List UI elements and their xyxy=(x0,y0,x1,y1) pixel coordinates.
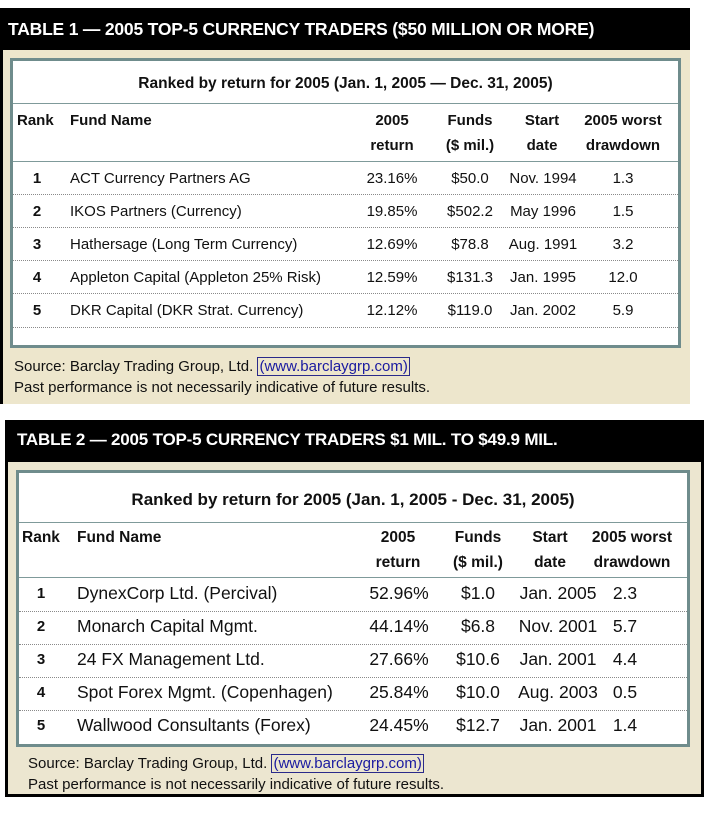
rank-header: Rank xyxy=(22,529,60,546)
funds-cell: $78.8 xyxy=(451,236,489,253)
drawdown-cell: 3.2 xyxy=(612,236,634,253)
return-cell: 12.69% xyxy=(366,236,418,253)
table-row xyxy=(19,711,687,743)
table-row xyxy=(13,197,678,227)
drawdown-cell: 2.3 xyxy=(612,583,638,603)
source-line xyxy=(28,753,444,774)
fund-name-cell: Hathersage (Long Term Currency) xyxy=(70,236,298,253)
row-divider xyxy=(13,293,678,294)
funds-cell: $1.0 xyxy=(460,583,496,603)
source-link[interactable]: (www.barclaygrp.com) xyxy=(273,755,422,772)
return-header xyxy=(363,108,421,158)
funds-cell: $119.0 xyxy=(447,302,493,319)
return-header-line1: 2005 xyxy=(375,112,409,129)
table-row xyxy=(19,612,687,644)
row-divider xyxy=(13,194,678,195)
fund-name-cell: Spot Forex Mgmt. (Copenhagen) xyxy=(77,682,333,702)
rank-cell: 5 xyxy=(36,717,46,734)
start-header-line2: date xyxy=(526,137,558,154)
rank-cell: 1 xyxy=(32,170,42,187)
return-header-line1: 2005 xyxy=(380,529,416,546)
return-cell: 44.14% xyxy=(369,616,429,636)
table-1-subtitle: Ranked by return for 2005 (Jan. 1, 2005 — Dec. 31, 2005) xyxy=(138,75,553,92)
row-divider xyxy=(13,327,678,328)
funds-header xyxy=(438,108,502,158)
funds-header-line1: Funds xyxy=(454,529,502,546)
drawdown-cell: 1.3 xyxy=(612,170,634,187)
table-row xyxy=(13,164,678,194)
table-row xyxy=(13,230,678,260)
start-date-cell: Nov. 2001 xyxy=(518,616,598,636)
funds-cell: $12.7 xyxy=(456,715,500,735)
table-1-frame xyxy=(0,50,690,404)
table-1-header-divider xyxy=(13,161,678,162)
return-cell: 19.85% xyxy=(366,203,418,220)
row-divider xyxy=(13,227,678,228)
fund-name-cell: Appleton Capital (Appleton 25% Risk) xyxy=(70,269,321,286)
funds-header-line2: ($ mil.) xyxy=(453,554,503,571)
drawdown-header-line2: drawdown xyxy=(593,554,671,571)
funds-cell: $502.2 xyxy=(447,203,493,220)
rank-cell: 3 xyxy=(36,651,46,668)
table-2-divider xyxy=(19,522,687,523)
start-date-cell: Aug. 2003 xyxy=(518,682,598,702)
drawdown-header-line1: 2005 worst xyxy=(591,529,673,546)
source-link[interactable]: (www.barclaygrp.com) xyxy=(259,358,408,375)
funds-cell: $131.3 xyxy=(447,269,493,286)
return-header xyxy=(369,525,427,575)
drawdown-header xyxy=(575,108,671,158)
return-cell: 24.45% xyxy=(369,715,429,735)
start-date-cell: Nov. 1994 xyxy=(509,170,577,187)
table-2-body xyxy=(16,470,690,747)
drawdown-header xyxy=(583,525,681,575)
funds-header-line1: Funds xyxy=(447,112,493,129)
fund-name-cell: 24 FX Management Ltd. xyxy=(77,649,265,669)
funds-cell: $50.0 xyxy=(451,170,489,187)
disclaimer-text: Past performance is not necessarily indicative of future results. xyxy=(14,379,431,396)
fund-name-cell: Monarch Capital Mgmt. xyxy=(77,616,258,636)
funds-cell: $6.8 xyxy=(460,616,496,636)
drawdown-cell: 5.7 xyxy=(612,616,638,636)
drawdown-cell: 5.9 xyxy=(612,302,634,319)
start-date-cell: Jan. 2002 xyxy=(510,302,576,319)
row-divider xyxy=(13,260,678,261)
fund-name-cell: DynexCorp Ltd. (Percival) xyxy=(77,583,278,603)
return-cell: 27.66% xyxy=(369,649,429,669)
table-1-divider xyxy=(13,103,678,104)
drawdown-cell: 0.5 xyxy=(612,682,638,702)
rank-cell: 4 xyxy=(32,269,42,286)
start-date-cell: Jan. 2001 xyxy=(519,715,597,735)
start-date-cell: Jan. 1995 xyxy=(510,269,576,286)
return-cell: 12.59% xyxy=(366,269,418,286)
fund-name-cell: DKR Capital (DKR Strat. Currency) xyxy=(70,302,304,319)
table-row xyxy=(13,296,678,326)
table-1-title: TABLE 1 — 2005 TOP-5 CURRENCY TRADERS ($50 MILLION OR MORE) xyxy=(0,8,690,50)
table-1 xyxy=(0,8,690,404)
fund-name-cell: ACT Currency Partners AG xyxy=(70,170,251,187)
drawdown-cell: 1.5 xyxy=(612,203,634,220)
start-date-cell: Jan. 2001 xyxy=(519,649,597,669)
table-row xyxy=(19,678,687,710)
disclaimer-text: Past performance is not necessarily indicative of future results. xyxy=(28,776,445,793)
table-row xyxy=(13,263,678,293)
table-1-body xyxy=(10,58,681,348)
start-date-header xyxy=(516,108,568,158)
return-cell: 52.96% xyxy=(369,583,429,603)
start-date-header xyxy=(524,525,576,575)
table-2-frame xyxy=(5,462,704,797)
drawdown-header-line1: 2005 worst xyxy=(584,112,662,129)
table-row xyxy=(19,579,687,611)
table-2-title: TABLE 2 — 2005 TOP-5 CURRENCY TRADERS $1 MIL. TO $49.9 MIL. xyxy=(5,420,704,462)
start-header-line1: Start xyxy=(532,529,568,546)
fund-name-header: Fund Name xyxy=(70,112,152,129)
funds-cell: $10.6 xyxy=(456,649,500,669)
funds-header-line2: ($ mil.) xyxy=(445,137,495,154)
source-text: Source: Barclay Trading Group, Ltd. xyxy=(14,358,254,375)
drawdown-cell: 4.4 xyxy=(612,649,638,669)
fund-name-cell: Wallwood Consultants (Forex) xyxy=(77,715,311,735)
fund-name-cell: IKOS Partners (Currency) xyxy=(70,203,242,220)
drawdown-header-line2: drawdown xyxy=(585,137,661,154)
return-header-line2: return xyxy=(375,554,421,571)
drawdown-cell: 12.0 xyxy=(608,269,638,286)
table-2-subtitle: Ranked by return for 2005 (Jan. 1, 2005 - Dec. 31, 2005) xyxy=(131,490,575,509)
start-header-line1: Start xyxy=(524,112,560,129)
table-row xyxy=(19,645,687,677)
start-date-cell: Jan. 2005 xyxy=(519,583,597,603)
return-cell: 25.84% xyxy=(369,682,429,702)
source-line xyxy=(14,356,430,377)
rank-cell: 1 xyxy=(36,585,46,602)
source-text: Source: Barclay Trading Group, Ltd. xyxy=(28,755,268,772)
rank-cell: 4 xyxy=(36,684,46,701)
table-2-source xyxy=(28,753,444,795)
table-1-source xyxy=(14,356,430,398)
start-date-cell: Aug. 1991 xyxy=(508,236,578,253)
table-2-header-divider xyxy=(19,577,687,578)
rank-header: Rank xyxy=(17,112,54,129)
funds-cell: $10.0 xyxy=(456,682,500,702)
start-header-line2: date xyxy=(534,554,566,571)
table-2 xyxy=(5,420,704,797)
fund-name-header: Fund Name xyxy=(77,529,162,546)
return-header-line2: return xyxy=(370,137,414,154)
return-cell: 23.16% xyxy=(366,170,418,187)
rank-cell: 3 xyxy=(32,236,42,253)
return-cell: 12.12% xyxy=(366,302,418,319)
drawdown-cell: 1.4 xyxy=(612,715,638,735)
start-date-cell: May 1996 xyxy=(510,203,576,220)
rank-cell: 2 xyxy=(32,203,42,220)
rank-cell: 2 xyxy=(36,618,46,635)
funds-header xyxy=(446,525,510,575)
rank-cell: 5 xyxy=(32,302,42,319)
